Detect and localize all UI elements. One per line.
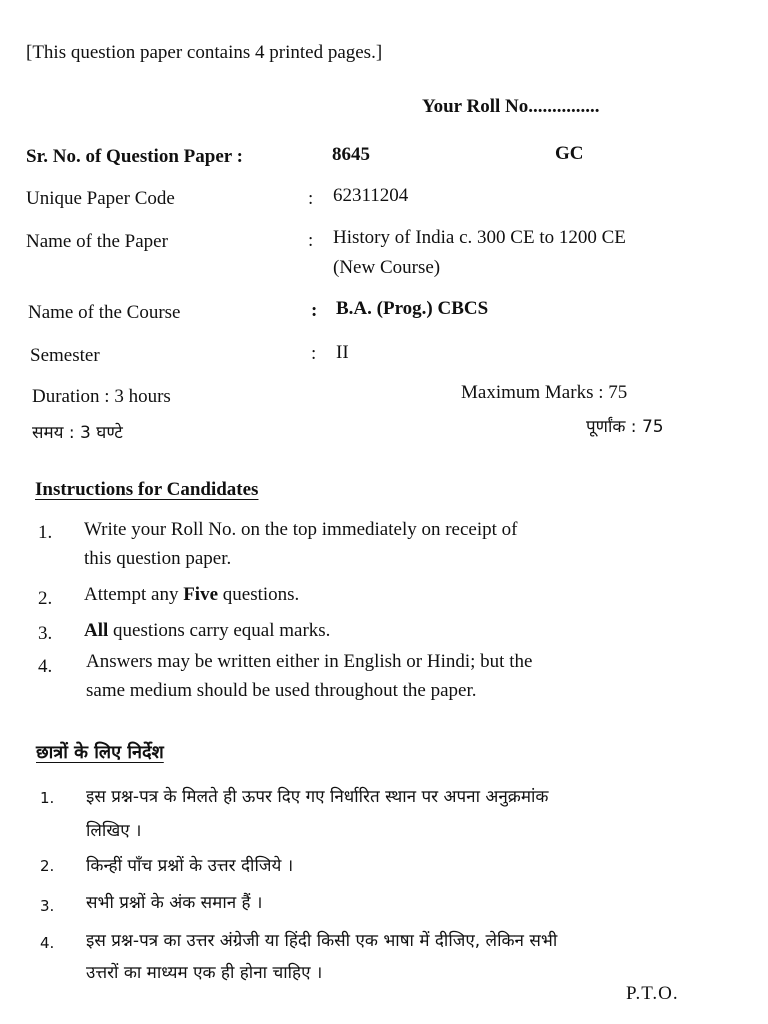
paper-name-label: Name of the Paper [26,231,168,252]
instruction-number: 1. [38,522,53,543]
hindi-instruction-1-line2: लिखिए । [86,821,142,841]
course-name-label: Name of the Course [28,302,181,323]
hindi-instruction-2-text: किन्हीं पाँच प्रश्नों के उत्तर दीजिये । [86,856,294,876]
paper-set-code: GC [555,143,584,164]
hindi-instructions-heading: छात्रों के लिए निर्देश [36,742,164,763]
course-name-value: B.A. (Prog.) CBCS [336,298,489,319]
duration-hindi-text: समय : 3 घण्टे [32,423,123,443]
semester-label: Semester [30,345,100,366]
instruction-1-line2: this question paper. [84,548,232,569]
maximum-marks-text: Maximum Marks : 75 [461,382,628,403]
semester-value: II [336,342,349,363]
maximum-marks-hindi-text: पूर्णांक : 75 [586,417,664,437]
hindi-instruction-4-line2: उत्तरों का माध्यम एक ही होना चाहिए । [86,963,323,983]
unique-paper-code-value: 62311204 [333,185,409,206]
hindi-instruction-4-line1: इस प्रश्न-पत्र का उत्तर अंग्रेजी या हिंदी किसी एक भाषा में दीजिए, लेकिन सभी [86,931,558,951]
please-turn-over: P.T.O. [626,983,679,1004]
colon: : [308,188,314,209]
instruction-number: 4. [38,656,53,677]
duration-text: Duration : 3 hours [32,386,171,407]
sr-no-label: Sr. No. of Question Paper : [26,146,243,167]
instruction-2-text: Attempt any Five questions. [84,584,300,605]
unique-paper-code-label: Unique Paper Code [26,188,175,209]
instruction-number: 3. [38,623,53,644]
instruction-3-text: All questions carry equal marks. [84,620,331,641]
hindi-instruction-1-line1: इस प्रश्न-पत्र के मिलते ही ऊपर दिए गए निर्धारित स्थान पर अपना अनुक्रमांक [86,787,549,807]
hindi-instruction-number: 1. [40,789,55,807]
colon: : [311,300,318,321]
hindi-instruction-number: 4. [40,934,55,952]
roll-number-field: Your Roll No............... [422,96,600,117]
page-count-note: [This question paper contains 4 printed pages.] [26,42,383,63]
sr-no-value: 8645 [332,144,370,165]
hindi-instruction-number: 2. [40,857,55,875]
colon: : [308,230,314,251]
paper-name-value-line2: (New Course) [333,257,441,278]
instruction-1-line1: Write your Roll No. on the top immediately on receipt of [84,519,518,540]
hindi-instruction-3-text: सभी प्रश्नों के अंक समान हैं । [86,893,263,913]
colon: : [311,343,317,364]
paper-name-value: History of India c. 300 CE to 1200 CE [333,227,626,248]
instruction-4-line2: same medium should be used throughout the paper. [86,680,477,701]
instruction-number: 2. [38,588,53,609]
hindi-instruction-number: 3. [40,897,55,915]
instructions-heading: Instructions for Candidates [35,479,259,500]
instruction-4-line1: Answers may be written either in English or Hindi; but the [86,651,533,672]
